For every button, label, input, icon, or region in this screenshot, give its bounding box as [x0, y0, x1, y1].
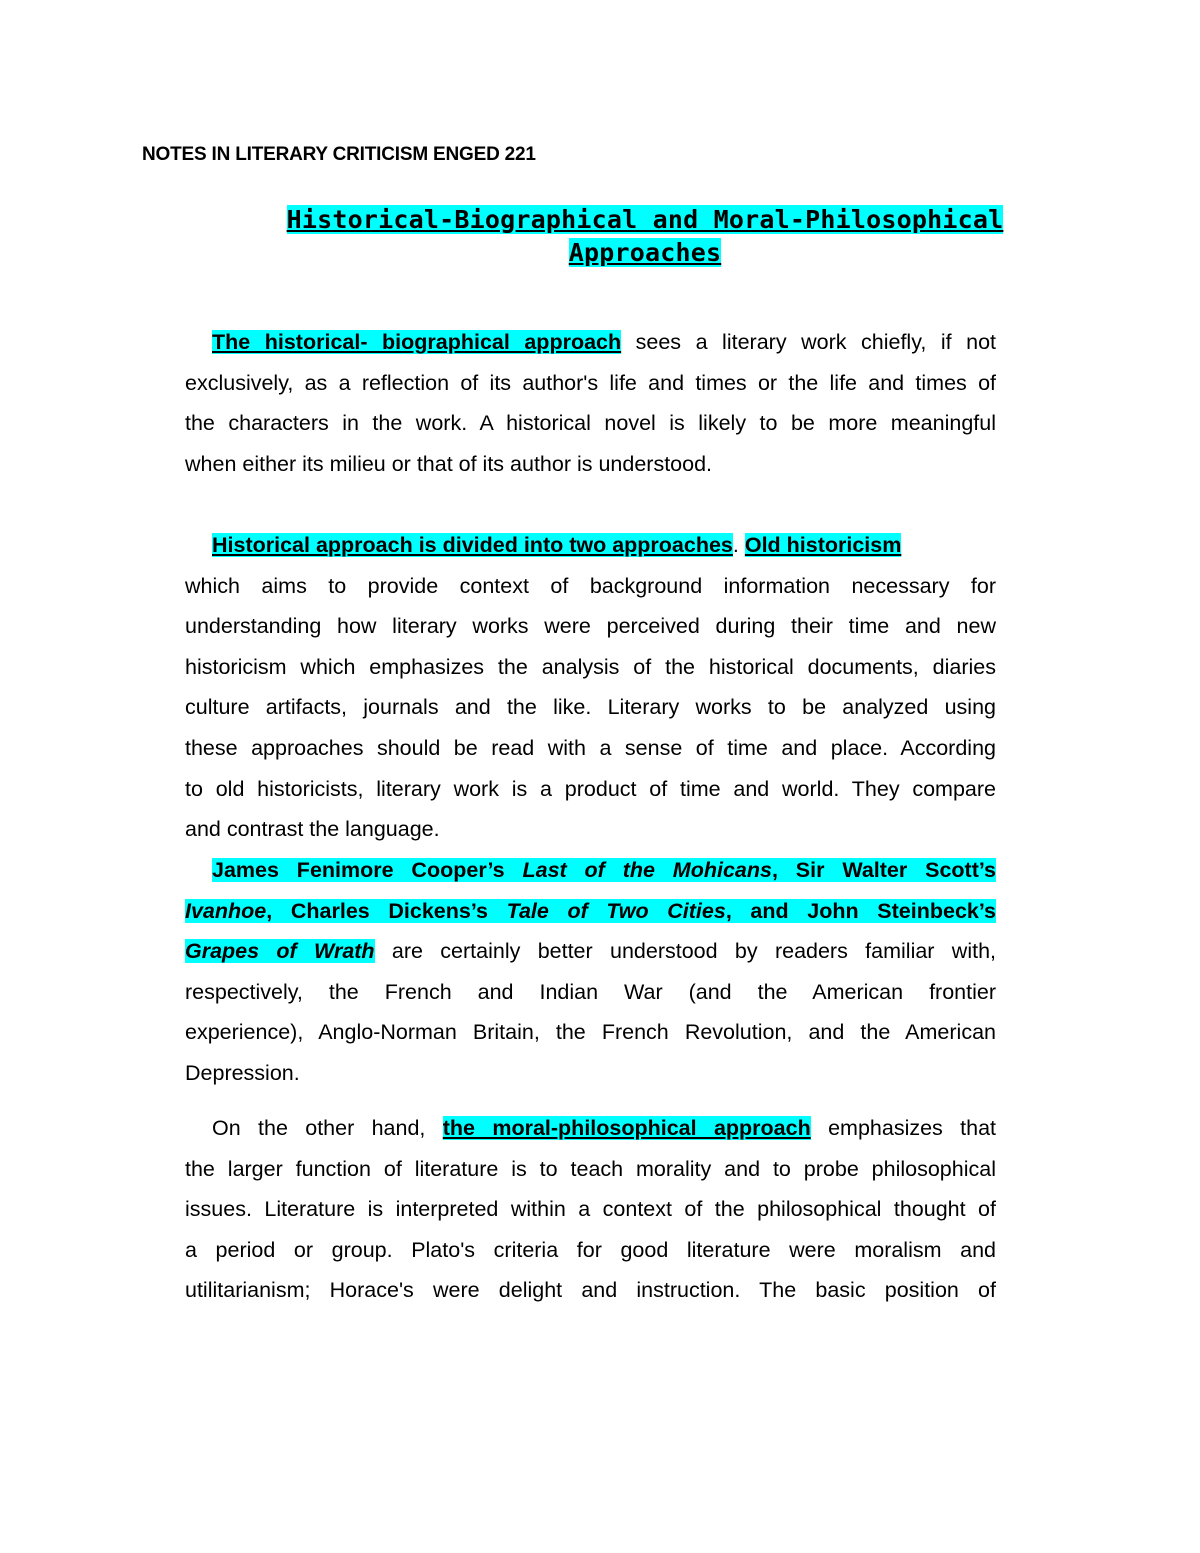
book-title: Last of the Mohicans	[522, 858, 772, 882]
paragraph-historical-approaches	[185, 525, 996, 850]
paragraph-novel-examples	[185, 850, 996, 1094]
text-line: historicism which emphasizes the analysis of the historical documents, diaries	[185, 654, 996, 679]
document-title	[250, 203, 1040, 269]
text-run: sees a literary work chiefly, if not	[621, 330, 996, 354]
highlighted-term: Historical approach is divided into two approaches	[212, 533, 733, 557]
text-line	[185, 850, 996, 891]
text-line: the larger function of literature is to teach morality and to probe philosophical	[185, 1156, 996, 1181]
text-run: On the other hand,	[212, 1116, 443, 1140]
text-line: a period or group. Plato's criteria for good literature were moralism and	[185, 1237, 996, 1262]
text-run: are certainly better understood by readers familiar with,	[374, 939, 996, 964]
text-line: which aims to provide context of background information necessary for	[185, 573, 996, 598]
title-line-1: Historical-Biographical and Moral-Philosophical	[286, 205, 1004, 234]
title-line-2: Approaches	[568, 238, 722, 267]
text-line: and contrast the language.	[185, 817, 440, 842]
text-line: utilitarianism; Horace's were delight and instruction. The basic position of	[185, 1278, 996, 1303]
text-run: , Charles Dickens’s	[266, 898, 507, 923]
book-title: Ivanhoe	[185, 898, 267, 923]
text-run: , and John Steinbeck’s	[725, 898, 996, 923]
paragraph-historical-biographical	[185, 322, 996, 484]
text-line: culture artifacts, journals and the like. Literary works to be analyzed using	[185, 695, 996, 720]
document-header: NOTES IN LITERARY CRITICISM ENGED 221	[142, 144, 536, 165]
highlighted-term: The historical- biographical approach	[212, 330, 622, 354]
text-line	[185, 931, 996, 972]
text-line: the characters in the work. A historical novel is likely to be more meaningful	[185, 411, 996, 436]
text-line: exclusively, as a reflection of its author's life and times or the life and times of	[185, 370, 996, 395]
text-line: when either its milieu or that of its author is understood.	[185, 451, 713, 476]
highlighted-term: the moral-philosophical approach	[442, 1116, 811, 1140]
text-line: understanding how literary works were perceived during their time and new	[185, 614, 996, 639]
book-title: Grapes of Wrath	[185, 939, 375, 964]
text-line: experience), Anglo-Norman Britain, the French Revolution, and the American	[185, 1020, 996, 1045]
text-line	[185, 525, 996, 566]
text-line	[185, 1108, 996, 1149]
text-line	[185, 891, 996, 932]
text-run: emphasizes that	[810, 1116, 996, 1140]
text-line: issues. Literature is interpreted within a context of the philosophical thought of	[185, 1197, 996, 1222]
text-run: .	[732, 533, 745, 557]
text-line: Depression.	[185, 1060, 300, 1085]
text-line: respectively, the French and Indian War (and the American frontier	[185, 979, 996, 1004]
text-line: to old historicists, literary work is a product of time and world. They compare	[185, 776, 996, 801]
text-line	[185, 322, 996, 363]
book-title: Tale of Two Cities	[506, 898, 726, 923]
highlighted-term: Old historicism	[744, 533, 902, 557]
text-line: these approaches should be read with a sense of time and place. According	[185, 735, 996, 760]
text-run: , Sir Walter Scott’s	[771, 858, 996, 882]
paragraph-moral-philosophical	[185, 1108, 996, 1311]
text-run: James Fenimore Cooper’s	[212, 858, 523, 882]
